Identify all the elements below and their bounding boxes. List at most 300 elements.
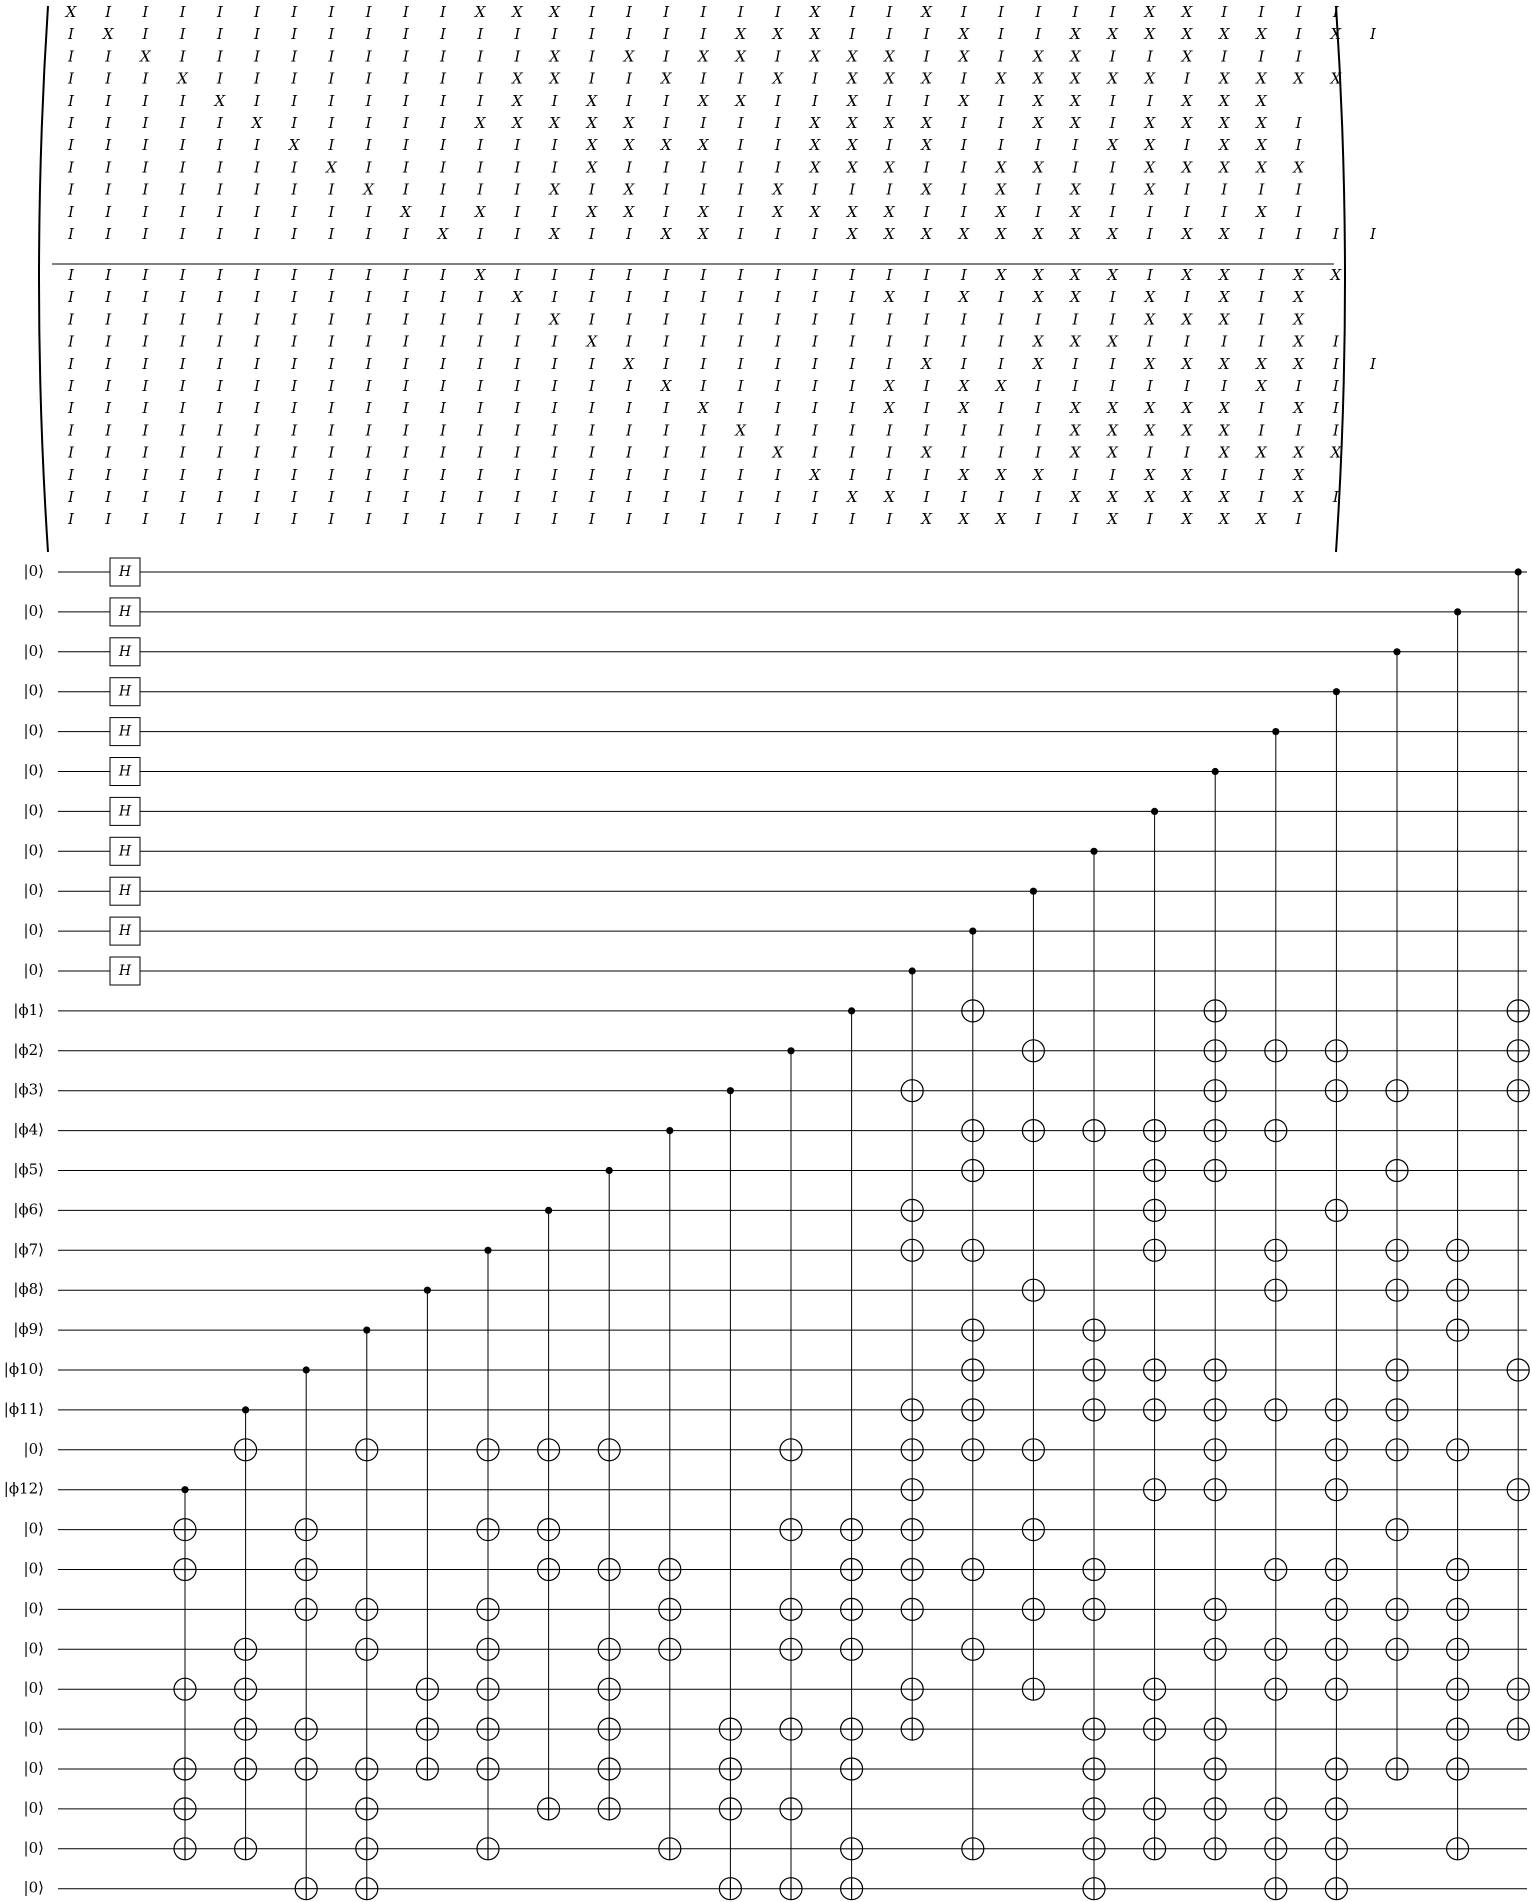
- cnot-target: [1204, 1000, 1226, 1022]
- matrix-bottom-cell: I: [737, 332, 744, 351]
- matrix-top-cell: I: [737, 225, 744, 243]
- matrix-top-cell: X: [1107, 25, 1118, 44]
- matrix-bottom-cell: X: [1218, 399, 1230, 418]
- matrix-top-cell: X: [1330, 25, 1342, 44]
- matrix-top-cell: I: [1221, 180, 1228, 199]
- cnot-target: [1386, 1638, 1408, 1660]
- control-dot: [1090, 848, 1097, 855]
- matrix-top-cell: I: [254, 91, 260, 110]
- matrix-bottom-cell: X: [958, 510, 970, 529]
- matrix-top-cell: I: [291, 114, 298, 132]
- matrix-top-cell: I: [254, 202, 260, 221]
- matrix-top-cell: X: [1070, 114, 1081, 132]
- matrix-top-cell: I: [1332, 225, 1339, 243]
- matrix-bottom-cell: I: [849, 310, 856, 329]
- matrix-top-cell: I: [663, 180, 670, 199]
- matrix-top-cell: I: [254, 47, 260, 66]
- matrix-top-cell: I: [1109, 180, 1116, 199]
- matrix-bottom-cell: I: [1332, 421, 1339, 440]
- matrix-top-cell: I: [1221, 202, 1228, 221]
- matrix-top-cell: I: [216, 25, 223, 44]
- wire-label: |ϕ1⟩: [13, 1000, 44, 1019]
- matrix-top-cell: I: [588, 3, 595, 21]
- cnot-target: [538, 1798, 560, 1820]
- matrix-bottom-cell: X: [1107, 510, 1118, 529]
- matrix-bottom-cell: I: [1332, 399, 1339, 418]
- cnot-target: [1204, 1638, 1226, 1660]
- cnot-target: [1386, 1359, 1408, 1381]
- matrix-bottom-cell: X: [1107, 332, 1118, 351]
- matrix-bottom-cell: I: [179, 310, 186, 329]
- matrix-top-cell: X: [735, 47, 746, 66]
- cnot-target: [1144, 1160, 1166, 1182]
- matrix-bottom-cell: I: [1072, 310, 1079, 329]
- cnot-target: [598, 1638, 620, 1660]
- matrix-bottom-cell: I: [626, 421, 632, 440]
- matrix-bottom-cell: I: [737, 310, 744, 329]
- matrix-top-cell: I: [737, 3, 744, 21]
- matrix-bottom-cell: I: [440, 443, 446, 462]
- matrix-bottom-cell: I: [923, 332, 930, 351]
- matrix-top-cell: I: [737, 136, 744, 155]
- cnot-target: [962, 1559, 984, 1581]
- hadamard-label: H: [118, 603, 132, 620]
- matrix-bottom-cell: I: [1072, 377, 1079, 395]
- matrix-bottom-cell: I: [365, 332, 372, 351]
- cnot-target: [659, 1598, 681, 1620]
- control-dot: [727, 1087, 734, 1094]
- matrix-top-cell: I: [291, 225, 298, 243]
- matrix-bottom-cell: I: [179, 510, 186, 529]
- matrix-bottom-cell: I: [402, 488, 409, 506]
- matrix-bottom-cell: X: [1181, 465, 1193, 484]
- cnot-target: [1022, 1120, 1044, 1142]
- matrix-bottom-cell: I: [588, 488, 595, 506]
- matrix-bottom-cell: X: [1256, 510, 1267, 529]
- matrix-top-cell: I: [402, 91, 409, 110]
- matrix-top-cell: X: [1181, 158, 1193, 177]
- matrix-bottom-cell: I: [700, 288, 707, 307]
- matrix-top-cell: X: [1070, 91, 1081, 110]
- matrix-bottom-cell: X: [1181, 488, 1193, 506]
- matrix-top-cell: X: [586, 91, 598, 110]
- matrix-bottom-cell: I: [291, 399, 298, 418]
- matrix-top-cell: I: [998, 47, 1004, 66]
- matrix-top-cell: I: [663, 158, 670, 177]
- matrix-bottom-cell: I: [588, 465, 595, 484]
- matrix-bottom-cell: I: [588, 399, 595, 418]
- matrix-top-cell: I: [477, 91, 484, 110]
- matrix-bottom-cell: I: [700, 465, 707, 484]
- matrix-bottom-cell: I: [477, 488, 484, 506]
- matrix-top-cell: I: [179, 114, 186, 132]
- matrix-bottom-cell: I: [328, 421, 335, 440]
- matrix-bottom-cell: I: [179, 354, 186, 373]
- matrix-bottom-cell: X: [735, 421, 746, 440]
- matrix-bottom-cell: I: [1332, 332, 1339, 351]
- cnot-target: [538, 1519, 560, 1541]
- matrix-bottom-cell: I: [514, 310, 521, 329]
- cnot-target: [780, 1798, 802, 1820]
- matrix-top-cell: I: [291, 91, 298, 110]
- matrix-bottom-cell: X: [549, 310, 560, 329]
- matrix-top-cell: X: [958, 225, 970, 243]
- cnot-target: [356, 1838, 378, 1860]
- matrix-top-cell: X: [326, 158, 337, 177]
- hadamard-gate: [110, 797, 140, 825]
- matrix-top-cell: X: [474, 114, 486, 132]
- matrix-bottom-cell: I: [1258, 421, 1265, 440]
- matrix-top-cell: X: [660, 225, 672, 243]
- matrix-top-cell: I: [663, 114, 670, 132]
- matrix-top-cell: X: [474, 202, 486, 221]
- matrix-bottom-cell: I: [774, 288, 781, 307]
- matrix-top-cell: I: [291, 202, 298, 221]
- matrix-top-cell: I: [440, 114, 446, 132]
- matrix-bottom-cell: X: [1181, 266, 1193, 284]
- matrix-bottom-cell: I: [1184, 332, 1190, 351]
- matrix-top-cell: I: [1072, 158, 1079, 177]
- matrix-top-cell: X: [921, 3, 932, 21]
- matrix-top-cell: I: [700, 180, 707, 199]
- matrix-bottom-cell: I: [1332, 354, 1339, 373]
- matrix-top-cell: X: [698, 91, 709, 110]
- matrix-top-cell: X: [1107, 136, 1118, 155]
- matrix-top-cell: X: [1256, 136, 1267, 155]
- matrix-top-cell: I: [365, 136, 372, 155]
- matrix-top-cell: I: [737, 180, 744, 199]
- cnot-target: [901, 1479, 923, 1501]
- matrix-bottom-cell: I: [737, 377, 744, 395]
- matrix-bottom-cell: X: [958, 377, 970, 395]
- matrix-bottom-cell: I: [179, 399, 186, 418]
- matrix-bottom-cell: I: [1109, 465, 1116, 484]
- matrix-bottom-cell: I: [1258, 266, 1265, 284]
- matrix-bottom-cell: X: [1218, 310, 1230, 329]
- matrix-bottom-cell: I: [551, 421, 558, 440]
- matrix-top-cell: X: [884, 225, 895, 243]
- wire-label: |0⟩: [23, 1838, 44, 1857]
- matrix-top-cell: I: [68, 202, 74, 221]
- matrix-top-cell: X: [1218, 136, 1230, 155]
- matrix-top-cell: I: [1109, 47, 1116, 66]
- matrix-top-cell: I: [365, 69, 372, 88]
- matrix-bottom-cell: I: [923, 310, 930, 329]
- matrix-bottom-cell: I: [588, 354, 595, 373]
- matrix-top-cell: I: [328, 91, 335, 110]
- matrix-top-cell: I: [216, 180, 223, 199]
- matrix-bottom-cell: I: [551, 354, 558, 373]
- matrix-top-cell: I: [105, 202, 112, 221]
- control-dot: [606, 1167, 613, 1174]
- matrix-top-cell: I: [254, 225, 260, 243]
- matrix-top-cell: X: [1181, 47, 1193, 66]
- matrix-top-cell: X: [1256, 202, 1267, 221]
- matrix-bottom-cell: I: [663, 288, 670, 307]
- matrix-bottom-cell: I: [1332, 488, 1339, 506]
- matrix-bottom-cell: I: [626, 377, 632, 395]
- matrix-bottom-cell: I: [514, 377, 521, 395]
- matrix-top-cell: I: [626, 25, 632, 44]
- matrix-bottom-cell: I: [328, 354, 335, 373]
- matrix-top-cell: I: [514, 202, 521, 221]
- matrix-top-cell: X: [586, 136, 598, 155]
- matrix-bottom-cell: I: [663, 399, 670, 418]
- matrix-bottom-cell: I: [551, 488, 558, 506]
- matrix-top-cell: I: [179, 158, 186, 177]
- matrix-top-cell: I: [774, 47, 781, 66]
- cnot-target: [598, 1678, 620, 1700]
- matrix-bottom-cell: I: [1109, 377, 1116, 395]
- matrix-top-cell: X: [698, 225, 709, 243]
- matrix-bottom-cell: I: [737, 488, 744, 506]
- cnot-target: [901, 1718, 923, 1740]
- matrix-bottom-cell: I: [365, 354, 372, 373]
- matrix-top-cell: X: [288, 136, 300, 155]
- matrix-bottom-cell: I: [663, 488, 670, 506]
- cnot-target: [356, 1798, 378, 1820]
- matrix-bottom-cell: I: [105, 310, 112, 329]
- matrix-bottom-cell: I: [774, 488, 781, 506]
- cnot-target: [1507, 1479, 1529, 1501]
- matrix-bottom-cell: I: [774, 354, 781, 373]
- matrix-top-cell: I: [700, 69, 707, 88]
- cnot-target: [1447, 1598, 1469, 1620]
- hadamard-gates: [110, 558, 140, 985]
- cnot-target: [1386, 1080, 1408, 1102]
- matrix-bottom-cell: I: [551, 377, 558, 395]
- matrix-top-cell: I: [812, 69, 818, 88]
- matrix-bottom-cell: X: [1181, 510, 1193, 529]
- cnot-target: [1447, 1758, 1469, 1780]
- cnot-target: [1022, 1439, 1044, 1461]
- matrix-bottom-cell: X: [884, 488, 895, 506]
- matrix-top-cell: I: [142, 91, 149, 110]
- matrix-top-cell: X: [474, 3, 486, 21]
- cnot-target: [174, 1559, 196, 1581]
- matrix-bottom-cell: I: [142, 288, 149, 307]
- matrix-top-cell: I: [849, 3, 856, 21]
- matrix-bottom-cell: I: [440, 377, 446, 395]
- matrix-top-cell: I: [998, 25, 1004, 44]
- matrix-top-cell: I: [477, 136, 484, 155]
- matrix-top-cell: I: [1258, 3, 1265, 21]
- control-dot: [545, 1207, 552, 1214]
- matrix-top-cell: X: [549, 47, 560, 66]
- matrix-top-cell: I: [737, 114, 744, 132]
- wire-label: |0⟩: [23, 681, 44, 700]
- matrix-top-cell: X: [809, 3, 821, 21]
- matrix-top-cell: I: [328, 202, 335, 221]
- matrix-top-cell: I: [886, 3, 893, 21]
- matrix-bottom-cell: I: [68, 421, 74, 440]
- matrix-top-cell: I: [142, 136, 149, 155]
- matrix-bottom-cell: X: [958, 288, 970, 307]
- matrix-bottom-cell: I: [179, 288, 186, 307]
- matrix-top-cell: I: [1035, 136, 1042, 155]
- matrix-top-cell: X: [995, 225, 1007, 243]
- cnot-target: [295, 1758, 317, 1780]
- matrix-top-cell: I: [886, 91, 893, 110]
- matrix-top-cell: I: [960, 136, 967, 155]
- matrix-bottom-cell: I: [402, 421, 409, 440]
- matrix-top-cell: I: [1258, 47, 1265, 66]
- matrix-top-cell: X: [772, 180, 784, 199]
- matrix-bottom-cell: I: [105, 354, 112, 373]
- cnot-target: [841, 1878, 863, 1900]
- matrix-top-cell: I: [663, 91, 670, 110]
- matrix-top-cell: I: [402, 158, 409, 177]
- matrix-top-cell: I: [68, 69, 74, 88]
- cnot-target: [1507, 1678, 1529, 1700]
- matrix-bottom-cell: I: [68, 399, 74, 418]
- cnot-target: [659, 1638, 681, 1660]
- matrix-top-cell: I: [998, 136, 1004, 155]
- control-dot: [1030, 888, 1037, 895]
- matrix-bottom-cell: I: [551, 332, 558, 351]
- cnot-target: [962, 1239, 984, 1261]
- matrix-top-cell: I: [68, 180, 74, 199]
- cnot-target: [962, 1000, 984, 1022]
- matrix-bottom-cell: I: [477, 421, 484, 440]
- matrix-bottom-cell: I: [402, 443, 409, 462]
- matrix-top-cell: I: [514, 158, 521, 177]
- matrix-bottom-cell: I: [328, 266, 335, 284]
- matrix-top-cell: I: [588, 69, 595, 88]
- matrix-top-cell: X: [958, 25, 970, 44]
- cnot-target: [1447, 1718, 1469, 1740]
- matrix-top-cell: I: [1109, 158, 1116, 177]
- matrix-top-cell: X: [846, 158, 858, 177]
- matrix-top-cell: X: [1181, 225, 1193, 243]
- matrix-bottom-cell: I: [402, 377, 409, 395]
- matrix-top-cell: I: [68, 225, 74, 243]
- matrix-top-cell: I: [365, 25, 372, 44]
- matrix-bottom-cell: I: [105, 510, 112, 529]
- matrix-top-cell: X: [1218, 225, 1230, 243]
- matrix-top-cell: I: [440, 202, 446, 221]
- wire-label: |ϕ12⟩: [3, 1479, 44, 1498]
- matrix-bottom-cell: I: [328, 510, 335, 529]
- matrix-top-cell: X: [1032, 69, 1044, 88]
- matrix-bottom-cell: X: [1144, 288, 1156, 307]
- cnot-target: [1507, 1718, 1529, 1740]
- cnot-target: [962, 1638, 984, 1660]
- matrix-bottom-cell: I: [142, 510, 149, 529]
- matrix-top-cell: I: [105, 158, 112, 177]
- wire-label: |0⟩: [23, 1439, 44, 1458]
- cnot-target: [780, 1439, 802, 1461]
- matrix-top-cell: I: [216, 114, 223, 132]
- matrix-bottom-cell: I: [700, 332, 707, 351]
- cnot-target: [477, 1638, 499, 1660]
- matrix-top-cell: I: [68, 91, 74, 110]
- matrix-top-cell: I: [551, 158, 558, 177]
- cnot-target: [356, 1439, 378, 1461]
- cnot-target: [1144, 1239, 1166, 1261]
- matrix-top-cell: I: [1295, 202, 1302, 221]
- matrix-bottom-cell: I: [774, 421, 781, 440]
- matrix-bottom-cell: I: [812, 266, 818, 284]
- matrix-bottom-cell: I: [402, 266, 409, 284]
- matrix-bottom-cell: I: [328, 465, 335, 484]
- matrix-bottom-cell: I: [216, 488, 223, 506]
- matrix-bottom-cell: I: [179, 332, 186, 351]
- matrix-bottom-cell: X: [1293, 332, 1304, 351]
- matrix-bottom-cell: I: [551, 266, 558, 284]
- matrix-bottom-cell: I: [440, 332, 446, 351]
- matrix-bottom-cell: X: [995, 377, 1007, 395]
- cnot-target: [416, 1758, 438, 1780]
- matrix-top-cell: X: [995, 180, 1007, 199]
- matrix-bottom-cell: I: [216, 332, 223, 351]
- control-dot: [1393, 648, 1400, 655]
- cnot-target: [1325, 1080, 1347, 1102]
- matrix-top-cell: X: [1218, 69, 1230, 88]
- matrix-bottom-cell: I: [1295, 377, 1302, 395]
- matrix-top-cell: I: [923, 158, 930, 177]
- matrix-bottom-cell: I: [1035, 421, 1042, 440]
- matrix-top-cell: X: [1107, 69, 1118, 88]
- matrix-top-cell: I: [737, 202, 744, 221]
- matrix-top-cell: X: [846, 114, 858, 132]
- matrix-top-cell: I: [179, 47, 186, 66]
- hadamard-label: H: [118, 683, 132, 700]
- cnot-target: [1083, 1359, 1105, 1381]
- matrix-bottom-cell: I: [440, 399, 446, 418]
- matrix-bottom-cell: I: [105, 399, 112, 418]
- cnot-target: [841, 1758, 863, 1780]
- cnot-target: [416, 1678, 438, 1700]
- matrix-top-cell: I: [216, 136, 223, 155]
- matrix-bottom-cell: I: [812, 377, 818, 395]
- cnot-target: [1447, 1678, 1469, 1700]
- matrix-top-cell: X: [512, 114, 523, 132]
- matrix-bottom-cell: I: [514, 465, 521, 484]
- matrix-bottom-cell: X: [1070, 421, 1081, 440]
- control-dot: [848, 1007, 855, 1014]
- matrix-top-cell: X: [846, 91, 858, 110]
- hadamard-label: H: [118, 643, 132, 660]
- matrix-top-cell: I: [626, 91, 632, 110]
- matrix-top-cell: I: [1295, 25, 1302, 44]
- matrix-top-cell: I: [440, 158, 446, 177]
- matrix-top-cell: I: [1295, 136, 1302, 155]
- matrix-bottom-cell: I: [514, 488, 521, 506]
- matrix-bottom-cell: I: [663, 465, 670, 484]
- matrix-bottom-cell: I: [774, 332, 781, 351]
- matrix-bottom-cell: I: [477, 510, 484, 529]
- cnot-target: [901, 1439, 923, 1461]
- matrix-bottom-cell: I: [1146, 443, 1153, 462]
- matrix-bottom-cell: I: [440, 488, 446, 506]
- matrix-bottom-cell: I: [365, 377, 372, 395]
- matrix-top-cell: X: [623, 47, 635, 66]
- matrix-top-cell: I: [626, 225, 632, 243]
- cnot-target: [1144, 1838, 1166, 1860]
- cnot-target: [1265, 1279, 1287, 1301]
- matrix-bottom-cell: I: [886, 421, 893, 440]
- cnot-target: [1325, 1559, 1347, 1581]
- matrix-bottom-cell: I: [291, 288, 298, 307]
- control-dot: [303, 1366, 310, 1373]
- matrix-top-cell: X: [1144, 114, 1156, 132]
- matrix-bottom-cell: X: [1256, 377, 1267, 395]
- matrix-top-cell: X: [1032, 91, 1044, 110]
- matrix-bottom-cell: I: [551, 399, 558, 418]
- hadamard-gate: [110, 678, 140, 706]
- cnot-target: [841, 1638, 863, 1660]
